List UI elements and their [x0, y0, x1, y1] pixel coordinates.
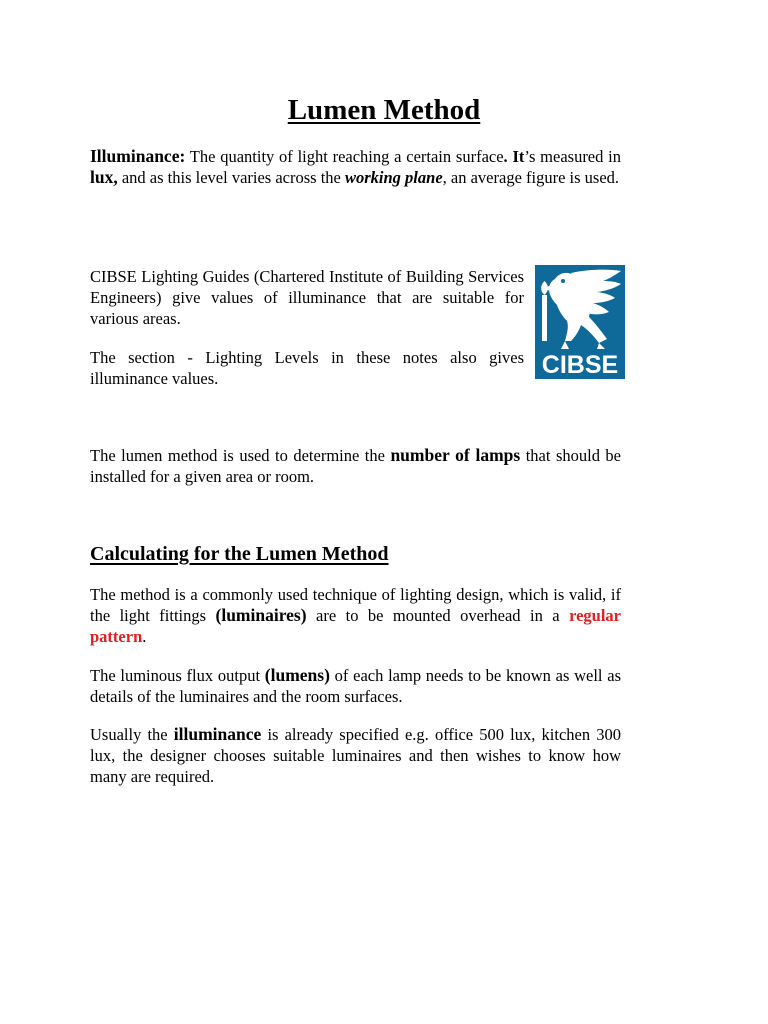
illuminance-paragraph — [90, 146, 621, 188]
cibse-logo — [535, 265, 625, 379]
lumen-method-intro-paragraph — [90, 445, 621, 487]
measured-in-text: measured in — [535, 147, 621, 166]
flux-rest: of each lamp needs to be known as well as details of the luminaires and the room surfaces. — [90, 666, 621, 706]
page-title-text: Lumen Method — [287, 94, 481, 126]
illuminance-definition: The quantity of light reaching a certain surface — [185, 147, 504, 166]
average-figure-text: , an average figure is used. — [442, 168, 620, 187]
working-plane-term: working plane — [345, 168, 443, 187]
section-heading: Calculating for the Lumen Method — [90, 543, 389, 565]
luminous-flux-paragraph — [90, 665, 621, 707]
usually-paragraph — [90, 724, 621, 787]
luminaires-term: (luminaires) — [215, 605, 307, 625]
cibse-griffin-icon — [535, 265, 625, 379]
regular-pattern-term: regular pattern — [90, 606, 621, 646]
method-end: . — [142, 627, 147, 646]
number-of-lamps-term: number of lamps — [390, 445, 521, 465]
flux-text: The luminous flux output — [90, 666, 265, 685]
lux-term: lux, — [90, 167, 118, 187]
sentence-dot: . — [503, 147, 508, 166]
illuminance-strong-term: illuminance — [173, 724, 262, 744]
lumen-intro-text: The lumen method is used to determine the — [90, 446, 391, 465]
illuminance-term: Illuminance: — [90, 146, 186, 166]
its-word: It — [507, 147, 525, 166]
method-text: The method is a commonly used technique of lighting design, which is valid, if the light fittings — [90, 585, 621, 625]
usually-rest: is already specified e.g. office 500 lux, kitchen 300 lux, the designer chooses suitable luminaires and then wishes to know how many are required. — [90, 725, 621, 786]
its-suffix: ’s — [524, 147, 536, 166]
cibse-logo-text: CIBSE — [541, 351, 619, 379]
method-paragraph — [90, 584, 621, 647]
mounted-text: are to be mounted overhead in a — [306, 606, 570, 625]
lumen-intro-rest: that should be installed for a given area or room. — [90, 446, 621, 486]
page-title — [0, 92, 768, 128]
varies-text: and as this level varies across the — [117, 168, 345, 187]
lumens-term: (lumens) — [264, 665, 330, 685]
usually-text: Usually the — [90, 725, 174, 744]
cibse-guides-paragraph: CIBSE Lighting Guides (Chartered Institute of Building Services Engineers) give values of illuminance that are suitable for various areas. — [90, 267, 524, 328]
lighting-levels-paragraph: The section - Lighting Levels in these notes also gives illuminance values. — [90, 348, 524, 388]
